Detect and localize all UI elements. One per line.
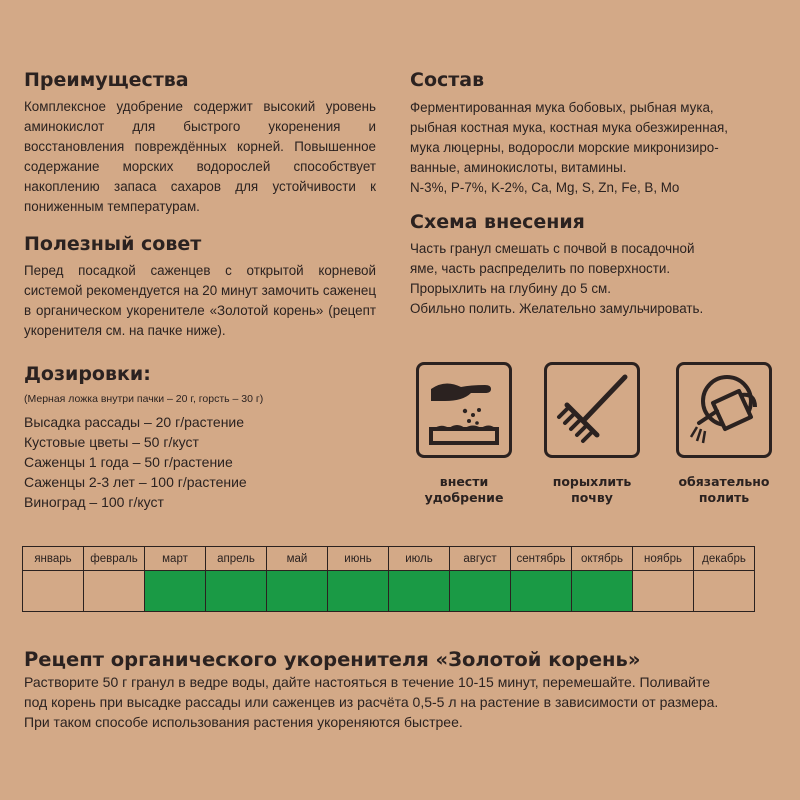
dosage-item: Саженцы 1 года – 50 г/растение (24, 454, 233, 470)
dosage-title: Дозировки: (24, 363, 151, 385)
icon-caption (659, 474, 789, 506)
recipe-line: под корень при высадке рассады или саженцев из расчёта 0,5-5 л на растение в зависимости от размера. (24, 694, 719, 710)
advantages-text: Комплексное удобрение содержит высокий уровень аминокислот для быстрого укоренения и восстановления повреждённых корней. Повышенное содержание морских водорослей способствует накоплению запаса сахаров для устойчивости к пониженным температурам. (24, 99, 376, 214)
tip-section (24, 232, 376, 341)
month-label: февраль (84, 547, 145, 571)
month-label: март (145, 547, 206, 571)
month-cell (511, 571, 572, 612)
rake-icon (544, 362, 640, 458)
application-calendar (22, 546, 755, 612)
month-cell (450, 571, 511, 612)
month-cell (206, 571, 267, 612)
icon-caption-line: внести (439, 474, 489, 489)
dosage-item: Высадка рассады – 20 г/растение (24, 414, 245, 430)
recipe-line: Растворите 50 г гранул в ведре воды, дайте настояться в течение 10-15 минут, перемешайте. Поливайте (24, 674, 710, 690)
composition-line: Ферментированная мука бобовых, рыбная мука, (410, 100, 714, 115)
dosage-item: Виноград – 100 г/куст (24, 494, 164, 510)
icon-caption-line: полить (698, 490, 750, 505)
fertilize-icon (416, 362, 512, 458)
month-label: сентябрь (511, 547, 572, 571)
icon-caption-line: удобрение (424, 490, 504, 505)
month-cell (145, 571, 206, 612)
month-cell (389, 571, 450, 612)
month-label: май (267, 547, 328, 571)
month-label: январь (23, 547, 84, 571)
month-cell (633, 571, 694, 612)
composition-line: ванные, аминокислоты, витамины. (410, 160, 627, 175)
month-cell (328, 571, 389, 612)
month-label: октябрь (572, 547, 633, 571)
calendar-cells-row (23, 571, 755, 612)
dosage-item: Кустовые цветы – 50 г/куст (24, 434, 199, 450)
month-label: август (450, 547, 511, 571)
icon-caption (399, 474, 529, 506)
advantages-section (24, 68, 376, 217)
scheme-line: яме, часть распределить по поверхности. (410, 261, 671, 276)
composition-line: мука люцерны, водоросли морские микронизиро- (410, 140, 719, 155)
month-label: декабрь (694, 547, 755, 571)
scheme-line: Обильно полить. Желательно замульчировать. (410, 301, 704, 316)
scheme-line: Часть гранул смешать с почвой в посадочной (410, 241, 695, 256)
month-cell (267, 571, 328, 612)
recipe-line: При таком способе использования растения укореняются быстрее. (24, 714, 463, 730)
month-cell (572, 571, 633, 612)
icon-caption (527, 474, 657, 506)
composition-line: рыбная костная мука, костная мука обезжиренная, (410, 120, 729, 135)
scheme-section (410, 210, 790, 319)
recipe-title: Рецепт органического укоренителя «Золотой корень» (24, 648, 641, 671)
dosage-note: (Мерная ложка внутри пачки – 20 г, горсть – 30 г) (24, 393, 264, 405)
icon-caption-line: обязательно (678, 474, 770, 489)
month-label: июль (389, 547, 450, 571)
composition-title: Состав (410, 69, 485, 91)
month-label: июнь (328, 547, 389, 571)
scheme-title: Схема внесения (410, 211, 585, 233)
dosage-section (24, 362, 376, 512)
composition-section (410, 68, 790, 198)
icon-caption-line: почву (571, 490, 613, 505)
composition-line: N-3%, P-7%, K-2%, Ca, Mg, S, Zn, Fe, B, Mo (410, 180, 680, 195)
scheme-line: Прорыхлить на глубину до 5 см. (410, 281, 611, 296)
tip-title: Полезный совет (24, 233, 202, 255)
month-cell (694, 571, 755, 612)
month-label: ноябрь (633, 547, 694, 571)
calendar-header-row (23, 547, 755, 571)
recipe-section (24, 648, 784, 732)
icon-caption-line: порыхлить (552, 474, 632, 489)
watering-can-icon (676, 362, 772, 458)
tip-text: Перед посадкой саженцев с открытой корневой системой рекомендуется на 20 минут замочить саженец в органическом укоренителе «Золотой корень» (рецепт укоренителя см. на пачке ниже). (24, 263, 376, 338)
dosage-item: Саженцы 2-3 лет – 100 г/растение (24, 474, 247, 490)
month-label: апрель (206, 547, 267, 571)
month-cell (23, 571, 84, 612)
advantages-title: Преимущества (24, 69, 189, 91)
month-cell (84, 571, 145, 612)
